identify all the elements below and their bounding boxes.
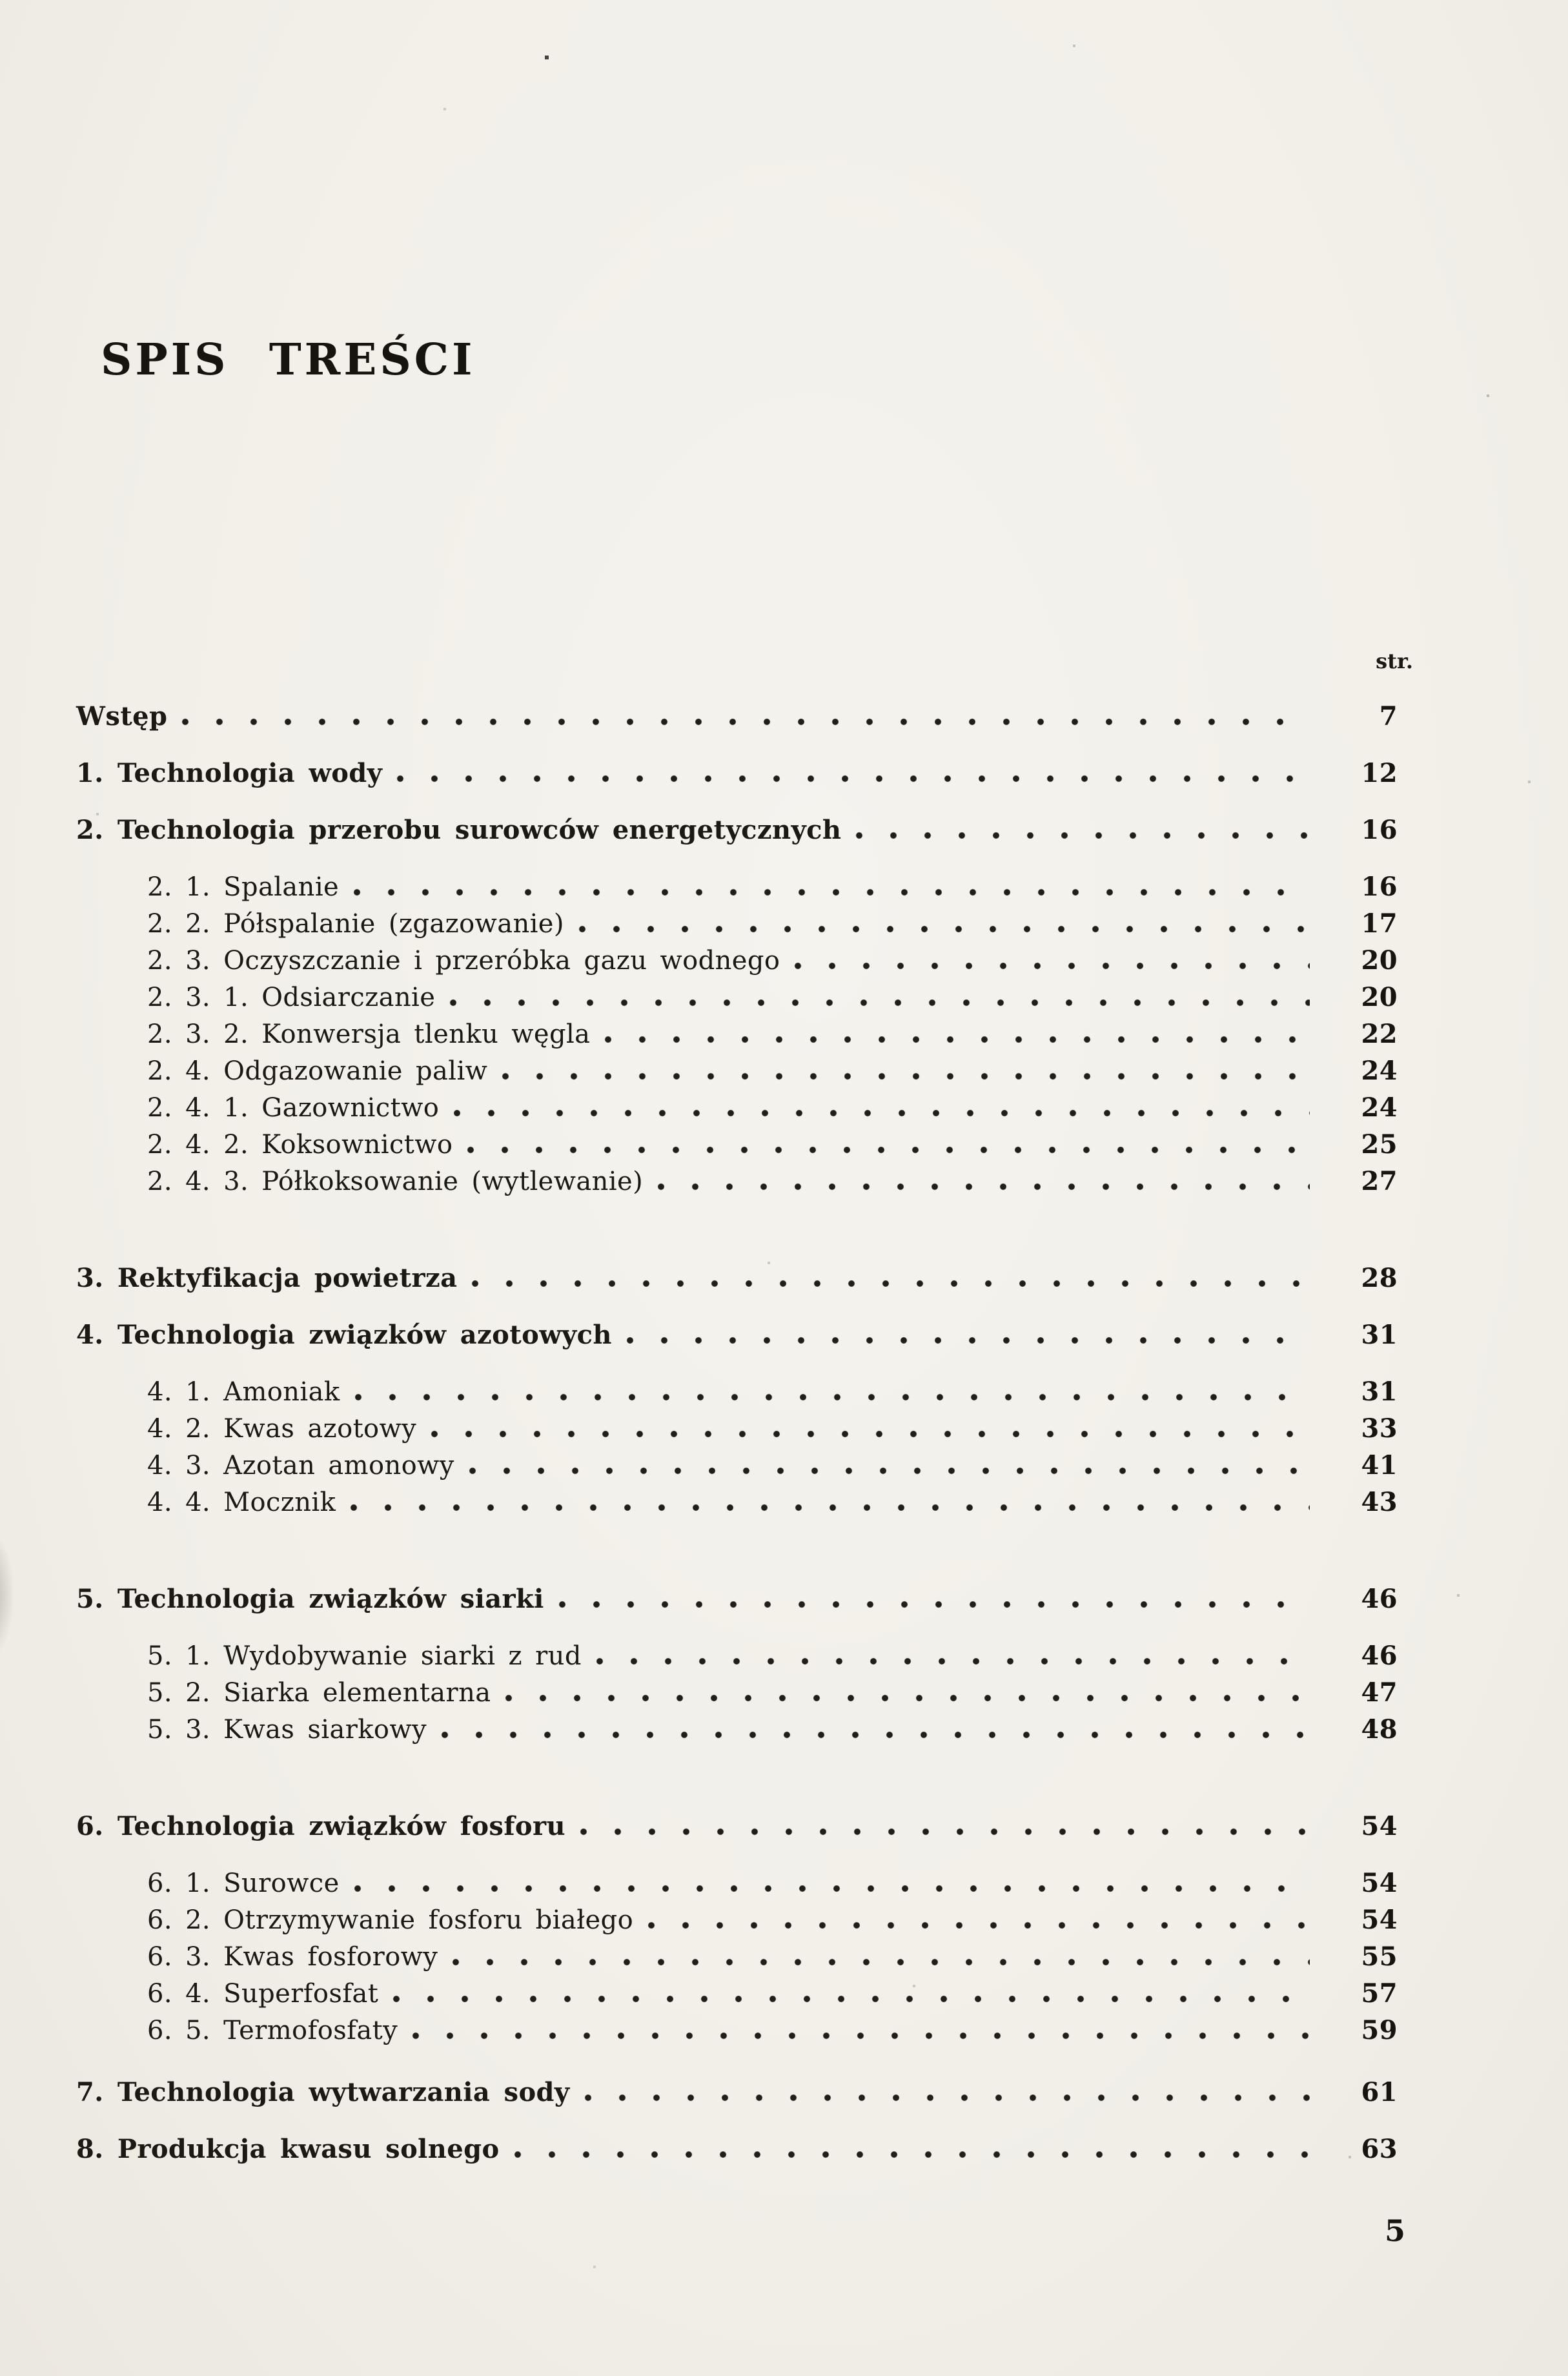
dot-leader [181, 718, 1310, 726]
entry-page-number: 63 [1361, 2134, 1398, 2164]
entry-page-number: 16 [1361, 815, 1398, 845]
entry-label: 4. 1. Amoniak [147, 1377, 340, 1407]
entry-page-number: 31 [1361, 1377, 1398, 1407]
dot-leader [657, 1183, 1310, 1191]
entry-label: 1. Technologia wody [76, 758, 383, 788]
entry-page-number: 33 [1361, 1413, 1398, 1444]
entry-page-number: 12 [1361, 758, 1398, 788]
entry-page-number: 17 [1361, 908, 1398, 939]
dot-leader [471, 1280, 1310, 1287]
entry-page-number: 25 [1361, 1129, 1398, 1160]
entry-label: 6. 1. Surowce [147, 1869, 340, 1898]
dot-leader [580, 1828, 1310, 1836]
dot-leader [353, 888, 1310, 896]
dot-leader [505, 1694, 1310, 1702]
entry-label: 4. 2. Kwas azotowy [147, 1414, 417, 1444]
toc-entry [0, 1321, 1568, 1349]
toc-entry [0, 1943, 1568, 1971]
entry-page-number: 20 [1361, 945, 1398, 976]
entry-label: 2. 3. 1. Odsiarczanie [147, 983, 436, 1012]
dot-leader [502, 1072, 1310, 1080]
toc-entry [0, 1585, 1568, 1613]
dot-leader [392, 1995, 1310, 2003]
toc-list [0, 702, 1568, 2164]
toc-entry [0, 702, 1568, 731]
entry-label: 2. 2. Półspalanie (zgazowanie) [147, 909, 564, 939]
toc-entry [0, 1488, 1568, 1517]
toc-entry [0, 1131, 1568, 1159]
toc-entry [0, 2078, 1568, 2107]
toc-entry [0, 983, 1568, 1012]
entry-page-number: 46 [1361, 1584, 1398, 1614]
entry-page-number: 47 [1361, 1677, 1398, 1708]
entry-page-number: 54 [1361, 1868, 1398, 1898]
entry-label: 2. 1. Spalanie [147, 872, 340, 902]
entry-page-number: 27 [1361, 1166, 1398, 1196]
page-number-column-header: str. [1376, 649, 1413, 673]
toc-entry [0, 1812, 1568, 1841]
entry-label: 4. Technologia związków azotowych [76, 1320, 612, 1350]
toc-entry [0, 1415, 1568, 1443]
dot-leader [794, 962, 1310, 970]
entry-label: 5. Technologia związków siarki [76, 1584, 544, 1614]
entry-page-number: 57 [1361, 1978, 1398, 2009]
entry-label: 2. 4. 2. Koksownictwo [147, 1130, 453, 1160]
entry-page-number: 54 [1361, 1905, 1398, 1935]
entry-label: 6. Technologia związków fosforu [76, 1811, 565, 1841]
entry-page-number: 24 [1361, 1056, 1398, 1086]
entry-page-number: 31 [1361, 1320, 1398, 1350]
entry-label: 7. Technologia wytwarzania sody [76, 2077, 570, 2107]
dot-leader [626, 1336, 1310, 1344]
entry-page-number: 46 [1361, 1641, 1398, 1671]
toc-entry [0, 1679, 1568, 1707]
toc-entry [0, 2016, 1568, 2045]
entry-label: 2. 3. Oczyszczanie i przeróbka gazu wodnego [147, 946, 780, 976]
scan-speckles [0, 0, 1, 1]
toc-entry [0, 1642, 1568, 1670]
dot-leader [431, 1430, 1310, 1438]
toc-entry [0, 1715, 1568, 1744]
entry-label: Wstęp [76, 701, 168, 732]
toc-entry [0, 759, 1568, 788]
toc-entry [0, 1869, 1568, 1898]
dot-leader [578, 925, 1310, 933]
entry-page-number: 48 [1361, 1714, 1398, 1745]
dot-leader [396, 775, 1310, 783]
entry-page-number: 22 [1361, 1019, 1398, 1049]
toc-entry [0, 1094, 1568, 1122]
page-title: SPIS TREŚCI [101, 333, 476, 385]
dot-leader [453, 1109, 1310, 1117]
entry-page-number: 28 [1361, 1263, 1398, 1293]
dot-leader [469, 1467, 1310, 1475]
entry-label: 5. 1. Wydobywanie siarki z rud [147, 1641, 582, 1671]
toc-entry [0, 1451, 1568, 1480]
dot-leader [596, 1657, 1310, 1665]
dot-leader [604, 1036, 1310, 1043]
dot-leader [354, 1885, 1310, 1892]
entry-label: 5. 3. Kwas siarkowy [147, 1715, 427, 1745]
dot-leader [449, 999, 1310, 1007]
dot-leader [584, 2094, 1310, 2102]
entry-label: 2. Technologia przerobu surowców energetycznych [76, 815, 842, 845]
entry-label: 4. 4. Mocznik [147, 1488, 336, 1517]
toc-entry [0, 1264, 1568, 1293]
entry-page-number: 54 [1361, 1811, 1398, 1841]
entry-page-number: 16 [1361, 872, 1398, 902]
toc-entry [0, 1057, 1568, 1085]
entry-label: 2. 4. Odgazowanie paliw [147, 1056, 488, 1086]
entry-label: 6. 2. Otrzymywanie fosforu białego [147, 1905, 634, 1935]
toc-entry [0, 1906, 1568, 1934]
entry-page-number: 59 [1361, 2015, 1398, 2045]
entry-page-number: 24 [1361, 1092, 1398, 1123]
dot-leader [467, 1146, 1310, 1154]
toc-entry [0, 1167, 1568, 1196]
dot-leader [452, 1958, 1310, 1966]
dot-leader [558, 1601, 1310, 1608]
entry-page-number: 7 [1379, 701, 1398, 732]
dot-leader [354, 1393, 1310, 1401]
entry-label: 2. 3. 2. Konwersja tlenku węgla [147, 1019, 591, 1049]
dot-leader [514, 2151, 1310, 2158]
dot-leader [350, 1504, 1310, 1511]
entry-page-number: 41 [1361, 1450, 1398, 1480]
entry-label: 3. Rektyfikacja powietrza [76, 1263, 458, 1293]
toc-entry [0, 1378, 1568, 1406]
toc-entry [0, 1020, 1568, 1049]
entry-label: 2. 4. 3. Półkoksowanie (wytlewanie) [147, 1167, 644, 1196]
dot-leader [855, 832, 1310, 839]
entry-page-number: 55 [1361, 1941, 1398, 1972]
entry-label: 5. 2. Siarka elementarna [147, 1678, 491, 1708]
toc-entry [0, 2135, 1568, 2164]
toc-entry [0, 1980, 1568, 2008]
toc-entry [0, 873, 1568, 901]
entry-page-number: 20 [1361, 982, 1398, 1012]
entry-label: 8. Produkcja kwasu solnego [76, 2134, 500, 2164]
entry-label: 2. 4. 1. Gazownictwo [147, 1093, 440, 1123]
entry-label: 4. 3. Azotan amonowy [147, 1451, 454, 1480]
footer-page-number: 5 [1384, 2213, 1405, 2248]
dot-leader [441, 1731, 1310, 1739]
toc-entry [0, 947, 1568, 975]
entry-label: 6. 3. Kwas fosforowy [147, 1942, 438, 1972]
dot-leader [412, 2032, 1310, 2040]
entry-page-number: 43 [1361, 1487, 1398, 1517]
entry-label: 6. 5. Termofosfaty [147, 2016, 398, 2045]
dot-leader [647, 1921, 1310, 1929]
entry-label: 6. 4. Superfosfat [147, 1979, 379, 2009]
toc-entry [0, 910, 1568, 938]
toc-entry [0, 816, 1568, 845]
entry-page-number: 61 [1361, 2077, 1398, 2107]
